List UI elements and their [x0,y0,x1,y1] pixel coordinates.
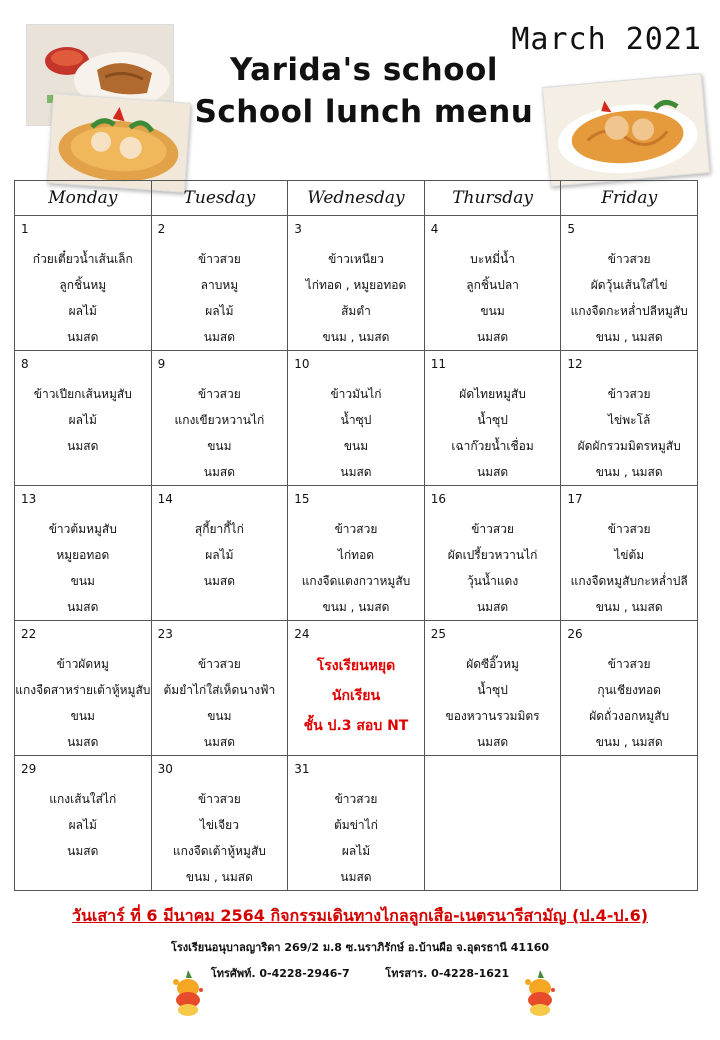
menu-item: นมสด [203,574,235,588]
menu-item: ผัดผักรวมมิตรหมูสับ [577,439,681,453]
menu-item: นมสด [67,735,99,749]
holiday-notice: นักเรียน [331,688,381,704]
menu-item: นมสด [67,844,99,858]
menu-item: นมสด [340,465,372,479]
menu-item: ขนม , นมสด [595,330,663,344]
menu-item: นมสด [67,600,99,614]
menu-item: ลูกชิ้นหมู [59,278,107,292]
week-row [15,216,698,351]
food-photo-noodles [542,73,710,187]
day-cell [15,216,152,351]
menu-item: แกงจืดสาหร่ายเต้าหู้หมูสับ [15,683,151,697]
menu-items [561,756,697,786]
menu-item: ข้าวสวย [607,522,651,536]
weekday-header: Thursday [424,181,561,216]
fruit-splash-icon [520,968,560,1024]
menu-item: นมสด [476,330,509,344]
week-row [15,486,698,621]
day-cell [288,351,425,486]
day-number: 26 [567,627,583,641]
menu-item: นมสด [476,600,509,614]
day-number: 16 [430,492,447,506]
holiday-notice: ชั้น ป.3 สอบ NT [303,718,409,734]
day-cell [15,486,152,621]
holiday-notice: โรงเรียนหยุด [316,658,396,674]
menu-items [288,351,424,485]
weekday-header: Wednesday [288,181,425,216]
day-number: 15 [294,492,310,506]
menu-items [15,216,151,350]
menu-item: ผลไม้ [341,844,371,858]
menu-item: ขนม [70,574,95,588]
menu-item: ผัดวุ้นเส้นใส่ไข่ [590,278,668,292]
menu-item: เฉาก๊วยน้ำเชื่อม [451,439,534,453]
menu-item: ข้าวสวย [334,522,378,536]
day-number: 17 [567,492,583,506]
menu-item: ของหวานรวมมิตร [445,709,540,723]
day-cell [561,756,698,891]
menu-item: ข้าวต้มหมูสับ [48,522,117,536]
menu-items [152,351,288,485]
menu-item: ขนม , นมสด [595,465,663,479]
menu-items [152,621,288,755]
menu-item: ก๋วยเตี๋ยวน้ำเส้นเล็ก [32,252,133,266]
menu-items [425,486,561,620]
day-cell [15,756,152,891]
menu-item: นมสด [476,465,509,479]
menu-items [425,351,561,485]
day-cell [424,621,561,756]
menu-item: แกงเส้นใส่ไก่ [49,792,117,806]
day-cell [561,621,698,756]
day-number: 1 [21,222,29,236]
menu-item: ข้าวมันไก่ [330,387,382,401]
menu-item: ส้มตำ [341,304,371,318]
day-cell [151,216,288,351]
menu-item: นมสด [203,330,235,344]
day-cell [424,756,561,891]
menu-item: ผลไม้ [68,304,97,318]
day-number: 2 [157,222,166,236]
day-number: 23 [157,627,173,641]
menu-item: ขนม [70,709,95,723]
menu-item: ผัดซีอิ๊วหมู [466,657,519,671]
menu-item: ข้าวเปียกเส้นหมูสับ [33,387,132,401]
day-cell [288,486,425,621]
day-number: 11 [430,357,447,371]
day-number: 4 [430,222,439,236]
menu-body [15,216,698,891]
menu-item: น้ำซุป [477,683,508,697]
menu-item: ผลไม้ [68,818,97,832]
fruit-splash-icon [168,968,208,1024]
day-cell [151,621,288,756]
menu-items [288,486,424,620]
day-number: 9 [157,357,166,371]
day-number: 13 [21,492,37,506]
menu-item: แกงจืดหมูสับกะหล่ำปลี [570,574,688,588]
menu-item: สุกี้ยากี้ไก่ [194,522,244,536]
menu-item: ขนม , นมสด [322,330,390,344]
day-cell [424,486,561,621]
menu-item: ขนม , นมสด [595,735,663,749]
menu-item: นมสด [203,465,235,479]
menu-item: ข้าวสวย [471,522,514,536]
day-cell [151,351,288,486]
menu-item: ผลไม้ [205,548,234,562]
menu-item: ไก่ทอด , หมูยอทอด [305,278,407,292]
day-cell [424,351,561,486]
month-label: March 2021 [511,22,702,57]
menu-items [425,621,561,755]
menu-items [15,351,151,459]
menu-items [425,216,561,350]
day-number: 30 [157,762,173,776]
menu-items [152,756,288,890]
menu-item: ข้าวสวย [334,792,378,806]
weekday-header: Tuesday [151,181,288,216]
menu-item: ไก่ทอด [337,548,375,562]
menu-item: ขนม [207,439,232,453]
menu-item: แกงเขียวหวานไก่ [174,413,265,427]
menu-item: ผัดถั่วงอกหมูสับ [589,709,670,723]
day-number: 14 [157,492,173,506]
menu-item: ขนม , นมสด [322,600,390,614]
menu-item: ผัดไทยหมูสับ [459,387,526,401]
menu-item: ไข่พะโล้ [607,413,651,427]
menu-items [561,351,697,485]
school-address: โรงเรียนอนุบาลญาริดา 269/2 ม.8 ซ.นราภิรักษ์ อ.บ้านผือ จ.อุดรธานี 41160 [170,941,550,954]
menu-item: ข้าวเหนียว [328,252,384,266]
menu-title: School lunch menu [194,94,534,130]
lunch-menu-table [14,180,698,891]
menu-item: นมสด [340,870,372,884]
menu-item: วุ้นน้ำแดง [466,574,519,588]
week-row [15,621,698,756]
menu-items [288,216,424,350]
menu-item: ข้าวสวย [198,387,241,401]
menu-item: นมสด [67,439,99,453]
menu-items [561,216,697,350]
menu-items [561,486,697,620]
day-number: 10 [294,357,310,371]
menu-items [152,216,288,350]
menu-items [288,756,424,890]
menu-item: ข้าวสวย [607,252,651,266]
day-cell [151,756,288,891]
menu-item: ไข่เจียว [199,818,239,832]
menu-item: ลาบหมู [200,278,239,292]
menu-item: ต้มยำไก่ใส่เห็ดนางฟ้า [163,683,276,697]
menu-item: น้ำซุป [477,413,508,427]
day-cell [15,621,152,756]
menu-item: ขนม [480,304,505,318]
menu-items [15,621,151,755]
day-number: 8 [21,357,29,371]
day-number: 25 [430,627,447,641]
menu-item: น้ำซุป [340,413,372,427]
day-number: 24 [294,627,310,641]
week-row [15,756,698,891]
menu-item: ไข่ต้ม [614,548,645,562]
day-cell [151,486,288,621]
menu-item: กุนเชียงทอด [597,683,661,697]
day-number: 5 [567,222,576,236]
day-cell [424,216,561,351]
day-number: 29 [21,762,37,776]
menu-item: ขนม , นมสด [185,870,253,884]
week-row [15,351,698,486]
menu-item: ต้มข่าไก่ [334,818,378,832]
menu-items [425,756,561,786]
contact-line [0,964,720,982]
menu-item: ลูกชิ้นปลา [466,278,519,292]
menu-item: ผลไม้ [68,413,97,427]
menu-items [561,621,697,755]
day-cell [561,216,698,351]
menu-items [15,486,151,620]
menu-item: ข้าวสวย [198,657,241,671]
menu-item: นมสด [476,735,509,749]
weekday-header-row [15,181,698,216]
day-cell [561,486,698,621]
menu-item: ขนม [207,709,232,723]
menu-item: นมสด [67,330,99,344]
day-number: 22 [21,627,37,641]
menu-item: แกงจืดแตงกวาหมูสับ [301,574,411,588]
day-cell [288,621,425,756]
menu-item: หมูยอทอด [56,548,110,562]
day-number: 31 [294,762,310,776]
school-name: Yarida's school [230,52,498,88]
weekday-header: Friday [561,181,698,216]
menu-item: แกงจืดกะหล่ำปลีหมูสับ [570,304,688,318]
menu-item: ผัดเปรี้ยวหวานไก่ [447,548,538,562]
day-cell [288,756,425,891]
menu-item: บะหมี่น้ำ [470,252,515,266]
day-number: 12 [567,357,583,371]
menu-item: ขนม [343,439,369,453]
event-notice: วันเสาร์ ที่ 6 มีนาคม 2564 กิจกรรมเดินทางไกลลูกเสือ-เนตรนารีสามัญ (ป.4-ป.6) [71,906,649,925]
weekday-header: Monday [15,181,152,216]
menu-item: ข้าวผัดหมู [56,657,109,671]
menu-item: แกงจืดเต้าหู้หมูสับ [172,844,266,858]
menu-item: ข้าวสวย [607,387,651,401]
menu-item: นมสด [203,735,235,749]
phone-number: โทรศัพท์. 0-4228-2946-7 [210,967,350,980]
menu-item: ข้าวสวย [607,657,651,671]
day-number: 3 [294,222,302,236]
day-cell [288,216,425,351]
day-cell [15,351,152,486]
menu-item: ขนม , นมสด [595,600,663,614]
menu-item: ผลไม้ [205,304,234,318]
fax-number: โทรสาร. 0-4228-1621 [385,967,510,980]
menu-item: ข้าวสวย [198,792,241,806]
day-cell [561,351,698,486]
menu-item: ข้าวสวย [198,252,241,266]
